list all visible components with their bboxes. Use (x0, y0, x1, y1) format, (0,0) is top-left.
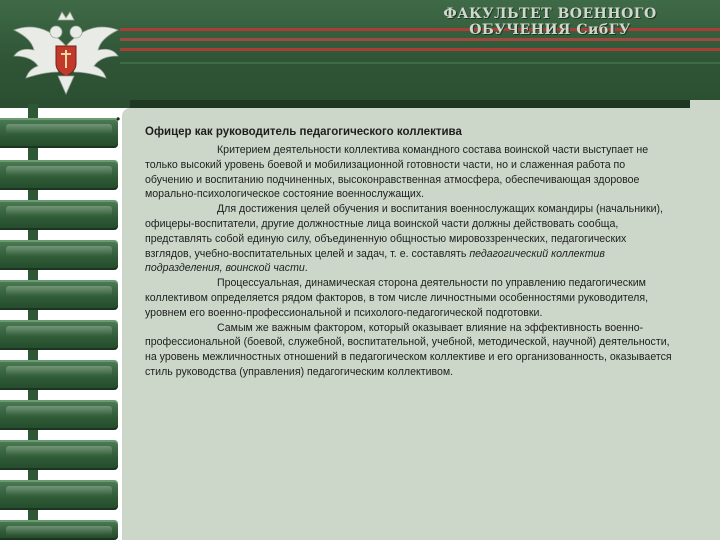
slide-heading: Офицер как руководитель педагогического коллектива (145, 126, 462, 138)
paragraph: Критерием деятельности коллектива командного состава воинской части выступает не только высокий уровень боевой и мобилизационной готовности части, но и слаженная работа по обучению и воспитанию подчиненных, высоконравственная атмосфера, обеспечивающая здоровое морально-психологическое состояние военнослужащих. (145, 144, 649, 201)
side-tab[interactable] (0, 480, 118, 510)
side-tab[interactable] (0, 240, 118, 270)
side-tab[interactable] (0, 360, 118, 390)
header-bottom-bar (130, 100, 690, 108)
header-stripe (120, 38, 720, 41)
header-stripe (120, 48, 720, 51)
faculty-title: ФАКУЛЬТЕТ ВОЕННОГО ОБУЧЕНИЯ СибГУ (443, 6, 657, 38)
paragraph-text: Для достижения целей обучения и воспитания военнослужащих командиры (начальники), офицеры-воспитатели, другие должностные лица воинской части должны действовать сообща, представлять собой единую силу, объединенную общностью мировоззренческих, педагогических взглядов, учебно-воспитательных целей и задач, т. е. составлять (145, 203, 663, 260)
paragraph-tail: . (304, 262, 308, 275)
side-tab[interactable] (0, 520, 118, 540)
side-tab[interactable] (0, 118, 118, 148)
side-tab[interactable] (0, 280, 118, 310)
header-stripe (120, 62, 720, 64)
side-tab[interactable] (0, 400, 118, 430)
paragraph: Самым же важным фактором, который оказывает влияние на эффективность военно-профессиональной (боевой, служебной, воспитательной, учебной, методической, научной) деятельности, на уровень межличностных отношений в педагогическом коллективе и его организованность, оказывается стиль руководства (управления) педагогическим коллективом. (145, 321, 672, 378)
paragraph: Процессуальная, динамическая сторона деятельности по управлению педагогическим коллективом определяется рядом факторов, в том числе личностными особенностями руководителя, уровнем его военно-профессиональной и психолого-педагогической подготовки. (145, 277, 649, 319)
bullet-marker: • (116, 112, 121, 126)
panel-corner (690, 100, 720, 120)
side-tab[interactable] (0, 320, 118, 350)
paragraph-emphasis: педагогический коллектив подразделения, воинской части (145, 247, 605, 275)
slide-body (145, 143, 675, 380)
side-tab[interactable] (0, 160, 118, 190)
paragraph (145, 202, 675, 276)
side-tab[interactable] (0, 440, 118, 470)
side-tab[interactable] (0, 200, 118, 230)
double-headed-eagle-emblem-icon (8, 6, 124, 102)
